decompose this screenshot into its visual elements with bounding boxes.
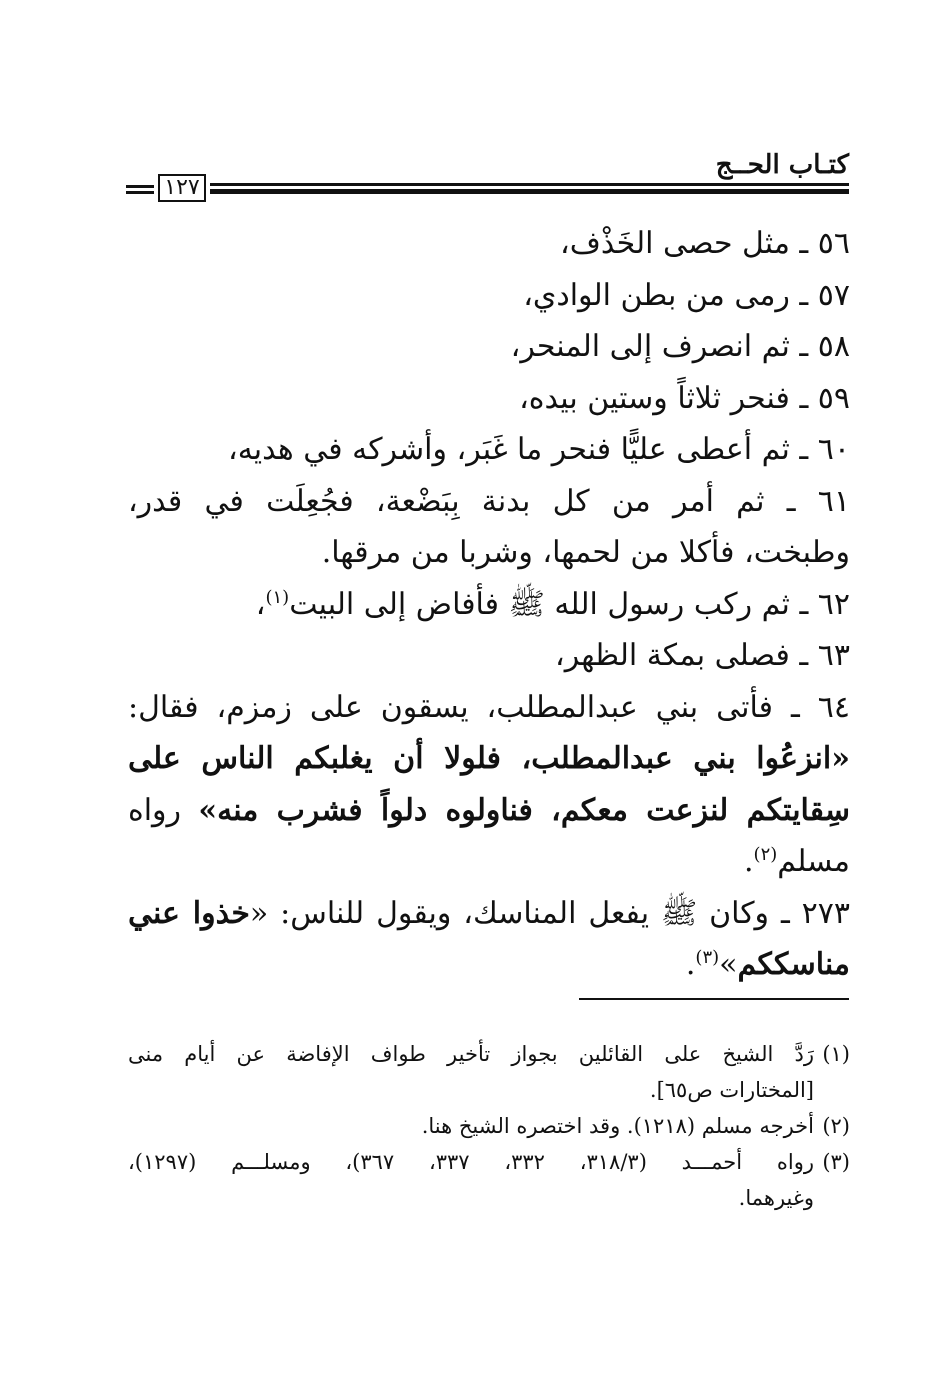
footnote-item: (٣)رواه أحمـــد (٣١٨/٣، ٣٣٢، ٣٣٧، ٣٦٧)، ومسلـــم (١٢٩٧)،	[128, 1144, 850, 1180]
footnote-marker: (٢)	[753, 844, 778, 865]
text-line: ٦٤ ـ فأتى بني عبدالمطلب، يسقون على زمزم، فقال:	[128, 689, 850, 725]
text-line: ٦٢ ـ ثم ركب رسول الله ﷺ فأفاض إلى البيت$^{(١)}$،	[255, 586, 850, 622]
text-line: ٦١ ـ ثم أمر من كل بدنة بِبَضْعة، فجُعِلَت في قدر،	[128, 483, 850, 519]
header-rule-short	[126, 185, 154, 194]
text-line: ٥٦ ـ مثل حصى الخَذْف،	[560, 226, 850, 261]
footnote-marker: (٣)	[695, 947, 720, 968]
text-line: وطبخت، فأكلا من لحمها، وشربا من مرقها.	[321, 535, 850, 570]
body-text	[128, 218, 850, 991]
footnote-continuation: وغيرهما.	[738, 1186, 814, 1210]
footnote-number: (٢)	[822, 1114, 850, 1138]
footnote-separator	[579, 998, 849, 1000]
text-line: ٥٨ ـ ثم انصرف إلى المنحر،	[510, 329, 850, 364]
footnote-continuation: [المختارات ص٦٥].	[649, 1078, 814, 1102]
header-rule	[210, 183, 849, 194]
text-line: مسلم$^{(٢)}$.	[743, 844, 850, 879]
footnote-item: (١)رَدَّ الشيخ على القائلين بجواز تأخير طواف الإفاضة عن أيام منى	[128, 1036, 850, 1072]
text-line: ٦٣ ـ فصلى بمكة الظهر،	[555, 638, 850, 673]
text-line-bold: «انزعُوا بني عبدالمطلب، فلولا أن يغلبكم الناس على	[128, 741, 850, 776]
footnotes	[128, 1036, 850, 1216]
text-line: سِقايتكم لنزعت معكم، فناولوه دلواً فشرب منه» رواه	[128, 792, 850, 828]
footnote-item: (٢)أخرجه مسلم (١٢١٨). وقد اختصره الشيخ هنا.	[128, 1108, 850, 1144]
footnote-number: (١)	[822, 1042, 850, 1066]
text-line: ٦٠ ـ ثم أعطى عليًّا فنحر ما غَبَر، وأشركه في هديه،	[228, 432, 850, 467]
text-line: مناسككم»$^{(٣)}$.	[685, 947, 850, 982]
text-line: ٥٧ ـ رمى من بطن الوادي،	[523, 277, 850, 313]
page-number: ١٢٧	[158, 174, 206, 202]
footnote-number: (٣)	[822, 1150, 850, 1174]
text-line: ٥٩ ـ فنحر ثلاثاً وستين بيده،	[519, 380, 850, 416]
running-title: كتـاب الحــج	[715, 150, 849, 180]
text-line: ٢٧٣ ـ وكان ﷺ يفعل المناسك، ويقول للناس: «خذوا عني	[128, 895, 850, 931]
footnote-marker: (١)	[265, 586, 290, 608]
